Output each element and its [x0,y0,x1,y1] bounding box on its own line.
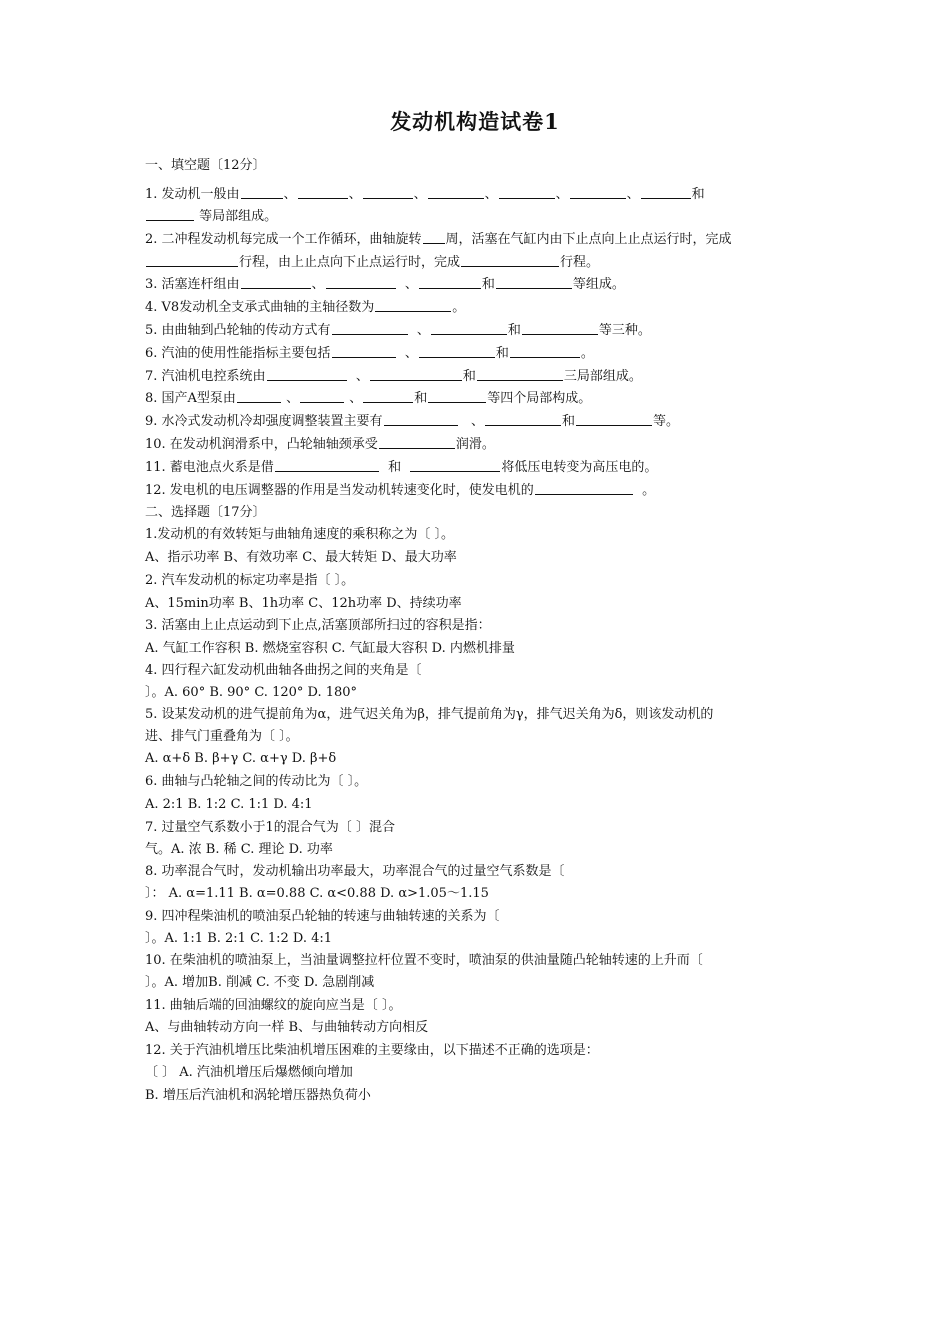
blank[interactable] [496,276,572,289]
fill-question-8: 8. 国产A型泵由 、 、 和 等四个局部构成。 [145,391,592,406]
blank[interactable] [576,413,652,426]
choice-line: 8. 功率混合气时，发动机输出功率最大，功率混合气的过量空气系数是〔 [145,864,565,879]
blank[interactable] [428,186,484,199]
fill-question-3: 3. 活塞连杆组由 、 、 和 等组成。 [145,277,625,292]
blank[interactable] [428,390,486,403]
blank[interactable] [461,254,559,267]
blank[interactable] [241,186,283,199]
blank[interactable] [237,390,281,403]
blank[interactable] [298,186,348,199]
blank[interactable] [535,482,633,495]
blank[interactable] [146,208,194,221]
blank[interactable] [326,276,396,289]
blank[interactable] [485,413,561,426]
choice-line: A. 气缸工作容积 B. 燃烧室容积 C. 气缸最大容积 D. 内燃机排量 [145,641,515,656]
blank[interactable] [641,186,691,199]
fill-question-2-cont: 行程，由上止点向下止点运行时，完成 行程。 [145,254,599,272]
choice-line: 进、排气门重叠角为〔 〕。 [145,729,299,744]
blank[interactable] [423,231,445,244]
choice-line: 〕。A. 1:1 B. 2:1 C. 1:2 D. 4:1 [145,931,333,946]
choice-line: 5. 设某发动机的进气提前角为α，进气迟关角为β，排气提前角为γ，排气迟关角为δ，则该发动机的 [145,707,714,722]
fill-question-6: 6. 汽油的使用性能指标主要包括 、 和 。 [145,346,594,361]
blank[interactable] [370,368,462,381]
choice-line: A. 2:1 B. 1:2 C. 1:1 D. 4:1 [145,797,313,812]
choice-line: 10. 在柴油机的喷油泵上，当油量调整拉杆位置不变时，喷油泵的供油量随凸轮轴转速的上升而〔 [145,953,703,968]
choice-line: 9. 四冲程柴油机的喷油泵凸轮轴的转速与曲轴转速的关系为〔 [145,909,500,924]
blank[interactable] [499,186,555,199]
blank[interactable] [522,322,598,335]
fill-question-1: 1. 发动机一般由 、 、 、 、 、 、 和 [145,187,705,202]
blank[interactable] [300,390,344,403]
choice-line: 3. 活塞由上止点运动到下止点,活塞顶部所扫过的容积是指： [145,618,491,633]
choice-line: A、指示功率 B、有效功率 C、最大转矩 D、最大功率 [145,550,457,565]
blank[interactable] [267,368,347,381]
choice-line: 2. 汽车发动机的标定功率是指〔 〕。 [145,573,355,588]
fill-question-1-cont: 等局部组成。 [145,208,277,226]
blank[interactable] [363,186,413,199]
blank[interactable] [431,322,507,335]
choice-line: A、15min功率 B、1h功率 C、12h功率 D、持续功率 [145,596,462,611]
choice-line: 6. 曲轴与凸轮轴之间的传动比为〔 〕。 [145,774,368,789]
page-title: 发动机构造试卷1 [390,109,560,134]
blank[interactable] [275,459,379,472]
choice-line: 气。A. 浓 B. 稀 C. 理论 D. 功率 [145,842,333,857]
blank[interactable] [410,459,500,472]
choice-line: 4. 四行程六缸发动机曲轴各曲拐之间的夹角是〔 [145,663,422,678]
fill-question-10: 10. 在发动机润滑系中，凸轮轴轴颈承受 润滑。 [145,437,495,452]
choice-line: 〔 〕 A. 汽油机增压后爆燃倾向增加 [145,1065,353,1080]
blank[interactable] [332,345,396,358]
blank[interactable] [146,254,238,267]
blank[interactable] [419,276,481,289]
choice-line: 1.发动机的有效转矩与曲轴角速度的乘积称之为〔 〕。 [145,527,455,542]
choice-line: 〕： A. α=1.11 B. α=0.88 C. α<0.88 D. α>1.05～1.15 [145,886,489,901]
blank[interactable] [363,390,413,403]
fill-question-4: 4. V8发动机全支承式曲轴的主轴径数为 。 [145,300,466,315]
blank[interactable] [379,436,455,449]
blank[interactable] [241,276,311,289]
fill-question-11: 11. 蓄电池点火系是借 和 将低压电转变为高压电的。 [145,460,658,475]
fill-question-9: 9. 水冷式发动机冷却强度调整装置主要有 、 和 等。 [145,414,679,429]
fill-question-7: 7. 汽油机电控系统由 、 和 三局部组成。 [145,369,642,384]
choice-line: 7. 过量空气系数小于1的混合气为〔 〕混合 [145,820,395,835]
fill-question-12: 12. 发电机的电压调整器的作用是当发动机转速变化时，使发电机的 。 [145,483,656,498]
choice-line: 〕。A. 60° B. 90° C. 120° D. 180° [145,685,358,700]
blank[interactable] [384,413,458,426]
blank[interactable] [419,345,495,358]
blank[interactable] [375,299,451,312]
choice-line: A、与曲轴转动方向一样 B、与曲轴转动方向相反 [145,1020,429,1035]
section-heading-fill: 一、填空题〔12分〕 [145,158,266,173]
blank[interactable] [477,368,563,381]
section-heading-choice: 二、选择题〔17分〕 [145,505,266,520]
choice-line: A. α+δ B. β+γ C. α+γ D. β+δ [145,751,337,766]
choice-line: B. 增压后汽油机和涡轮增压器热负荷小 [145,1088,371,1103]
blank[interactable] [570,186,626,199]
choice-line: 〕。A. 增加B. 削减 C. 不变 D. 急剧削减 [145,975,375,990]
choice-line: 12. 关于汽油机增压比柴油机增压困难的主要缘由，以下描述不正确的选项是： [145,1043,599,1058]
blank[interactable] [332,322,408,335]
choice-line: 11. 曲轴后端的回油螺纹的旋向应当是〔 〕。 [145,998,402,1013]
blank[interactable] [510,345,580,358]
fill-question-5: 5. 由曲轴到凸轮轴的传动方式有 、 和 等三种。 [145,323,651,338]
fill-question-2: 2. 二冲程发动机每完成一个工作循环，曲轴旋转 周，活塞在气缸内由下止点向上止点运行时，完成 [145,232,732,247]
